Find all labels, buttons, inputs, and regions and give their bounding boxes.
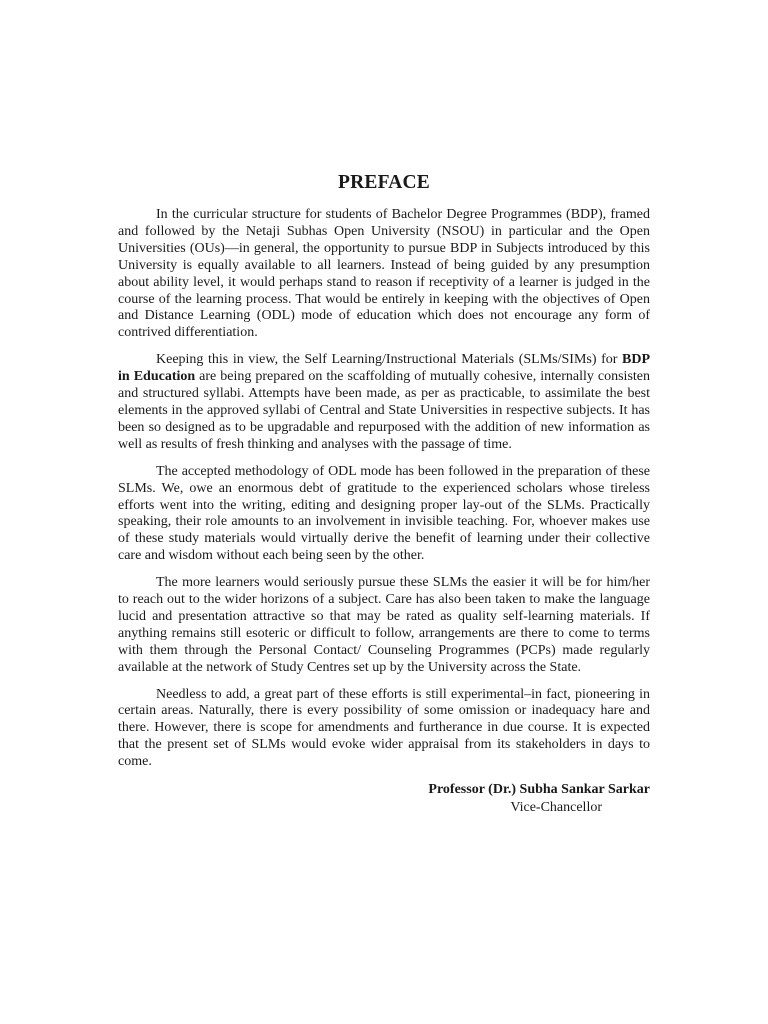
signature-block [118,781,650,817]
preface-page [118,172,650,817]
programme-name-bold: BDP in Education [118,352,650,385]
paragraph-2-text-start: Keeping this in view, the Self Learning/Instructional Materials (SLMs/SIMs) for [156,352,622,368]
preface-paragraph-4: The more learners would seriously pursue these SLMs the easier it will be for him/her to reach out to the wider horizons of a subject. Care has also been taken to make the language lucid and presentation attractive so that may be rated as quality self-learning materials. If anything remains still esoteric or difficult to follow, arrangements are there to come to terms with them through the Personal Contact/ Counseling Programmes (PCPs) made regularly available at the network of Study Centres set up by the University across the State. [118,575,650,675]
preface-paragraph-5: Needless to add, a great part of these efforts is still experimental–in fact, pioneering in certain areas. Naturally, there is every possibility of some omission or inadequacy hare and there. However, there is scope for amendments and furtherance in due course. It is expected that the present set of SLMs would evoke wider appraisal from its stakeholders in days to come. [118,686,650,770]
signatory-role: Vice-Chancellor [510,800,602,816]
preface-paragraph-2 [118,352,650,453]
signatory-name: Professor (Dr.) Subha Sankar Sarkar [428,782,650,798]
page-title: PREFACE [337,172,431,193]
paragraph-2-text-end: are being prepared on the scaffolding of mutually cohesive, internally consisten and structured syllabi. Attempts have been made, as per as practicable, to assimilate the best elements in the approved syllabi of Central and State Universities in respective subjects. It has been so designed as to be upgradable and repurposed with the addition of new information as well as results of fresh thinking and analyses with the passage of time. [118,369,650,452]
preface-paragraph-3: The accepted methodology of ODL mode has been followed in the preparation of these SLMs. We, owe an enormous debt of gratitude to the experienced scholars whose tireless efforts went into the writing, editing and designing proper lay-out of the SLMs. Practically speaking, their role amounts to an involvement in invisible teaching. For, whoever makes use of these study materials would virtually derive the benefit of learning under their collective care and wisdom without each being seen by the other. [118,463,650,564]
preface-paragraph-1: In the curricular structure for students of Bachelor Degree Programmes (BDP), framed and followed by the Netaji Subhas Open University (NSOU) in particular and the Open Universities (OUs)—in general, the opportunity to pursue BDP in Subjects introduced by this University is equally available to all learners. Instead of being guided by any presumption about ability level, it would perhaps stand to reason if receptivity of a learner is judged in the course of the learning process. That would be entirely in keeping with the objectives of Open and Distance Learning (ODL) mode of education which does not encourage any form of contrived differentiation. [118,207,650,341]
